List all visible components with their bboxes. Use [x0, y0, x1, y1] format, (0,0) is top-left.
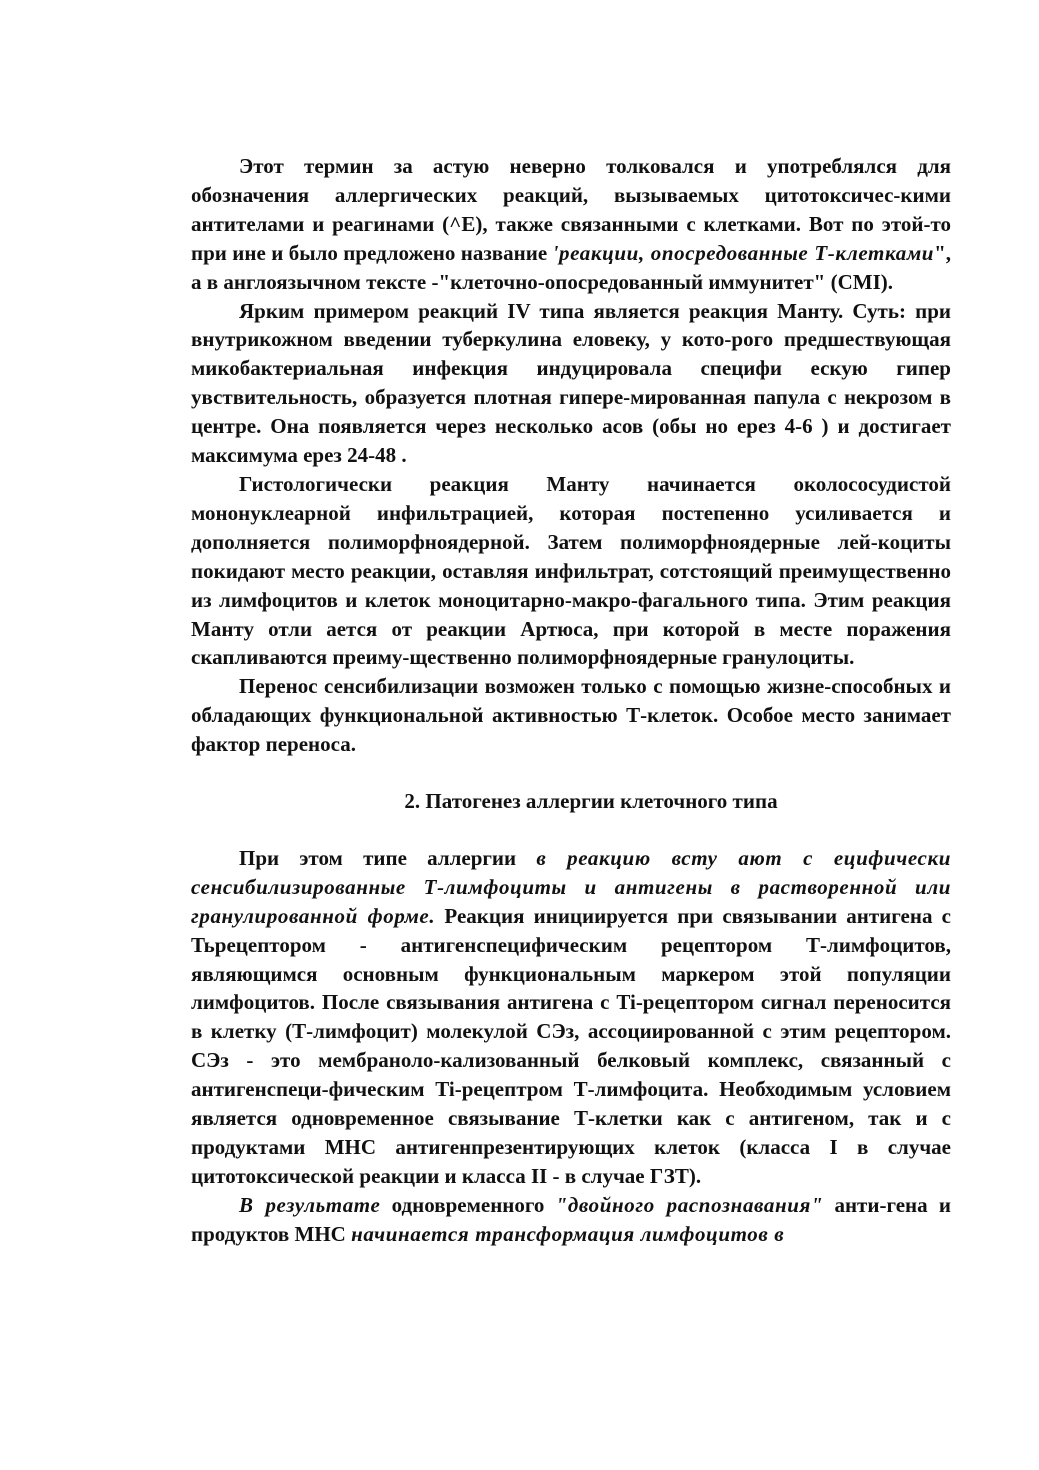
paragraph [191, 152, 951, 297]
section-heading: 2. Патогенез аллергии клеточного типа [404, 789, 778, 814]
paragraph [191, 672, 951, 759]
text-segment: При этом типе аллергии [239, 845, 537, 870]
paragraph [191, 844, 951, 1191]
paragraph [191, 297, 951, 470]
text-segment: Перенос сенсибилизации возможен только с помощью жизне-способных и обладающих функциональной активностью Т-клеток. Особое место занимает фактор переноса. [191, 674, 951, 757]
text-segment: анти-гена и продуктов МНС [191, 1192, 951, 1246]
italic-text-segment: начинается трансформация лимфоцитов в [351, 1221, 785, 1246]
italic-text-segment: в реакцию всту ают с ецифически сенсибилизированные Т-лимфоциты и антигены в растворенной или гранулированной форме. [191, 845, 951, 928]
paragraph [191, 470, 951, 672]
text-segment: Ярким примером реакций IV типа является реакция Манту. Суть: при внутрикожном введении туберкулина еловеку, у кото-рого предшествующая микобактериальная инфекция индуцировала специфи ескую гипер увствительность, образуется плотная гипере-мированная папула с некрозом в центре. Она появляется через несколько асов (обы но ерез 4-6 ) и достигает максимума ерез 24-48 . [191, 298, 951, 468]
text-section-before-heading [191, 152, 951, 759]
text-segment: Этот термин за астую неверно толковался и употреблялся для обозначения аллергических реакций, вызываемых цитотоксичес-кими антителами и реагинами (^E), также связанными с клетками. Вот по этой-то при ине и было предложено название [191, 154, 951, 265]
italic-text-segment: В результате [239, 1192, 381, 1217]
italic-text-segment: "двойного распознавания" [555, 1192, 824, 1217]
text-section-after-heading [191, 844, 951, 1249]
text-segment: Гистологически реакция Манту начинается околососудистой мононуклеарной инфильтрацией, которая постепенно усиливается и дополняется полиморфноядерной. Затем полиморфноядерные лей-коциты покидают место реакции, оставляя инфильтрат, сотстоящий преимущественно из лимфоцитов и клеток моноцитарно-макро-фагального типа. Этим реакция Манту отли ается от реакции Артюса, при которой в месте поражения скапливаются преиму-щественно полиморфноядерные гранулоциты. [191, 471, 951, 670]
text-segment: одновременного [380, 1192, 556, 1217]
document-page [191, 152, 951, 1249]
paragraph [191, 1191, 951, 1249]
text-segment: Реакция инициируется при связывании антигена с Тьрецептором - антигенспецифическим рецептором Т-лимфоцитов, являющимся основным функциональным маркером этой популяции лимфоцитов. После связывания антигена с Ti-рецептором сигнал переносится в клетку (Т-лимфоцит) молекулой СЭз, ассоциированной с этим рецептором. СЭз - это мембраноло-кализованный белковый комплекс, связанный с антигенспеци-фическим Ti-рецептром Т-лимфоцита. Необходимым условием является одновременное связывание Т-клетки как с антигеном, так и с продуктами МНС антигенпрезентирующих клеток (класса I в случае цитотоксической реакции и класса II - в случае ГЗТ). [191, 903, 951, 1188]
text-segment: ", а в англоязычном тексте -"клеточно-опосредованный иммунитет" (CMI). [191, 240, 952, 294]
italic-text-segment: 'реакции, опосредованные Т-клетками [552, 240, 935, 265]
